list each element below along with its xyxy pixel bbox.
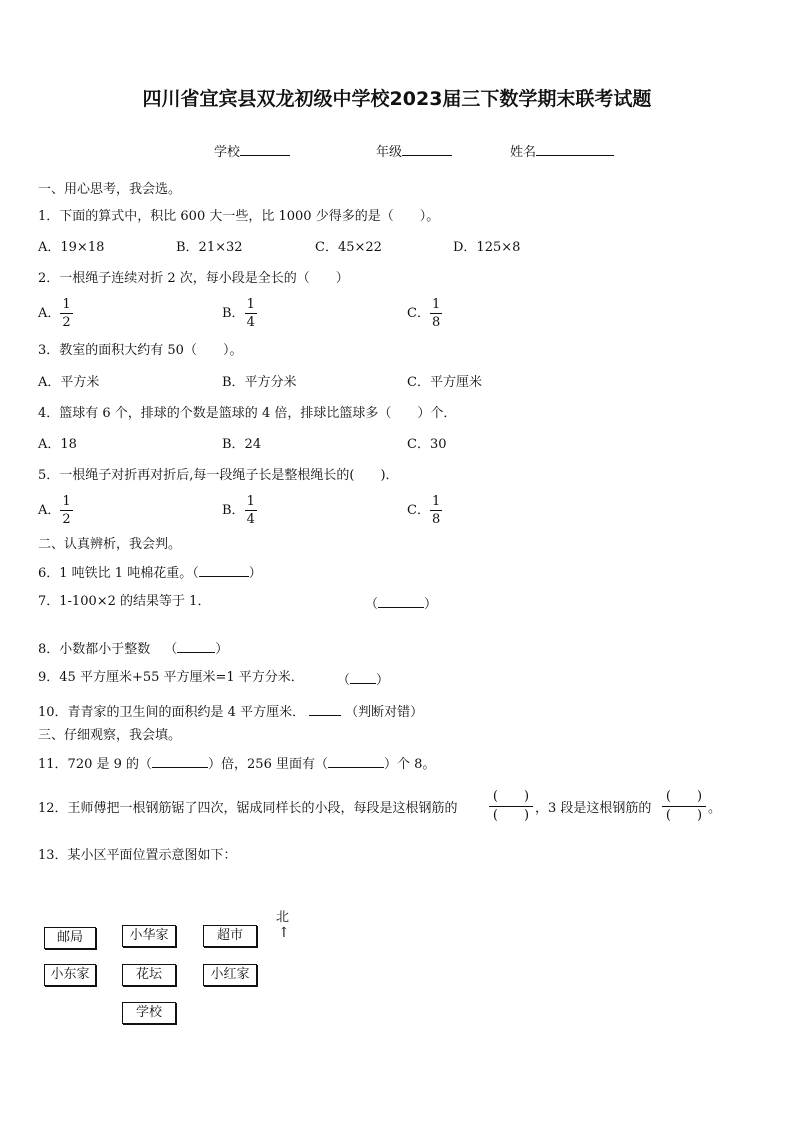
question-7-blank: （ ） [365, 597, 438, 612]
q12-frac2-numerator[interactable]: ( ) [662, 788, 706, 807]
question-5: 5．一根绳子对折再对折后,每一段绳子长是整根绳长的( )． [38, 468, 399, 483]
q5-c-label: C． [407, 503, 430, 518]
q5-a-label: A． [38, 503, 61, 518]
school-label: 学校 [214, 145, 241, 160]
section-2-heading: 二、认真辨析，我会判。 [38, 537, 182, 552]
map-supermarket: 超市 [203, 925, 257, 947]
question-12-text-1: 12．王师傅把一根钢筋锯了四次，锯成同样长的小段，每段是这根钢筋的 [38, 801, 458, 816]
q2-b-fraction: $\frac{1}{4}$ [246, 297, 255, 330]
question-3: 3．教室的面积大约有 50（ ）。 [38, 343, 243, 358]
question-12-text-3: 。 [708, 801, 722, 816]
north-arrow-icon: ↑ [278, 925, 290, 941]
question-2: 2．一根绳子连续对折 2 次，每小段是全长的（ ） [38, 271, 349, 286]
q5-option-c[interactable] [407, 495, 442, 526]
map-xiaohong-home: 小红家 [203, 964, 257, 986]
q12-fraction-1[interactable] [489, 788, 533, 825]
section-1-heading: 一、用心思考，我会选。 [38, 182, 182, 197]
q11-blank-2[interactable] [328, 755, 384, 768]
q11-blank-1[interactable] [152, 755, 208, 768]
question-8: 8．小数都小于整数 （ ） [38, 642, 229, 657]
question-7-text: 7．1-100×2 的结果等于 1． [38, 594, 211, 609]
q2-b-label: B． [222, 306, 245, 321]
q10-answer-blank[interactable] [309, 703, 341, 716]
name-label: 姓名 [510, 145, 537, 160]
map-xiaodong-home: 小东家 [44, 964, 96, 986]
q1-option-d[interactable]: D．125×8 [453, 240, 521, 255]
map-school: 学校 [122, 1002, 176, 1024]
question-9-text: 9．45 平方厘米+55 平方厘米=1 平方分米． [38, 670, 304, 685]
q12-frac1-numerator[interactable]: ( ) [489, 788, 533, 807]
q4-option-a[interactable]: A．18 [38, 437, 77, 452]
q2-option-b[interactable] [222, 298, 257, 329]
name-blank[interactable] [536, 143, 614, 156]
q1-option-c[interactable]: C．45×22 [315, 240, 382, 255]
q2-c-label: C． [407, 306, 430, 321]
q5-a-fraction: $\frac{1}{2}$ [62, 494, 71, 527]
map-flower-bed: 花坛 [122, 964, 176, 986]
q7-answer-blank[interactable] [378, 595, 424, 608]
q4-option-b[interactable]: B．24 [222, 437, 262, 452]
grade-field[interactable] [376, 143, 452, 159]
q5-c-fraction: $\frac{1}{8}$ [431, 494, 441, 527]
grade-blank[interactable] [402, 143, 452, 156]
question-6: 6．1 吨铁比 1 吨棉花重。（ ） [38, 566, 262, 581]
q5-option-b[interactable] [222, 495, 257, 526]
question-11: 11．720 是 9 的（ ）倍，256 里面有（ ）个 8。 [38, 757, 436, 772]
q5-b-label: B． [222, 503, 245, 518]
q1-option-b[interactable]: B．21×32 [176, 240, 243, 255]
q10-tail: （判断对错） [345, 705, 424, 720]
grade-label: 年级 [376, 145, 403, 160]
q12-frac2-denominator[interactable]: ( ) [665, 808, 703, 823]
school-blank[interactable] [240, 143, 290, 156]
question-9-blank: （ ） [337, 673, 390, 688]
question-10 [38, 703, 423, 719]
q12-frac1-denominator[interactable]: ( ) [492, 808, 530, 823]
question-13: 13．某小区平面位置示意图如下： [38, 848, 237, 863]
question-12-text-2: ，3 段是这根钢筋的 [535, 801, 652, 816]
section-3-heading: 三、仔细观察，我会填。 [38, 728, 182, 743]
name-field[interactable] [510, 143, 614, 159]
q1-option-a[interactable]: A．19×18 [38, 240, 105, 255]
map-post-office: 邮局 [44, 927, 96, 949]
q4-option-c[interactable]: C．30 [407, 437, 447, 452]
q5-option-a[interactable] [38, 495, 73, 526]
q10-text: 10．青青家的卫生间的面积约是 4 平方厘米． [38, 705, 306, 720]
q3-option-b[interactable]: B．平方分米 [222, 375, 297, 390]
q3-option-c[interactable]: C．平方厘米 [407, 375, 482, 390]
q6-answer-blank[interactable] [199, 564, 249, 577]
q8-text: 8．小数都小于整数 [38, 642, 151, 657]
map-xiaohua-home: 小华家 [122, 925, 176, 947]
q8-answer-blank[interactable] [177, 640, 215, 653]
page-title: 四川省宜宾县双龙初级中学校2023届三下数学期末联考试题 [142, 88, 652, 110]
q3-option-a[interactable]: A．平方米 [38, 375, 100, 390]
q2-c-fraction: $\frac{1}{8}$ [431, 297, 441, 330]
question-1: 1．下面的算式中，积比 600 大一些，比 1000 少得多的是（ ）。 [38, 209, 440, 224]
question-4: 4．篮球有 6 个，排球的个数是篮球的 4 倍，排球比篮球多（ ）个． [38, 406, 457, 421]
q2-a-label: A． [38, 306, 61, 321]
north-label: 北 [276, 910, 290, 925]
q2-option-c[interactable] [407, 298, 442, 329]
q2-a-fraction: $\frac{1}{2}$ [62, 297, 71, 330]
q2-option-a[interactable] [38, 298, 73, 329]
q12-fraction-2[interactable] [662, 788, 706, 825]
q6-text: 6．1 吨铁比 1 吨棉花重。 [38, 566, 193, 581]
q9-answer-blank[interactable] [350, 671, 376, 684]
school-field[interactable] [214, 143, 290, 159]
q5-b-fraction: $\frac{1}{4}$ [246, 494, 255, 527]
